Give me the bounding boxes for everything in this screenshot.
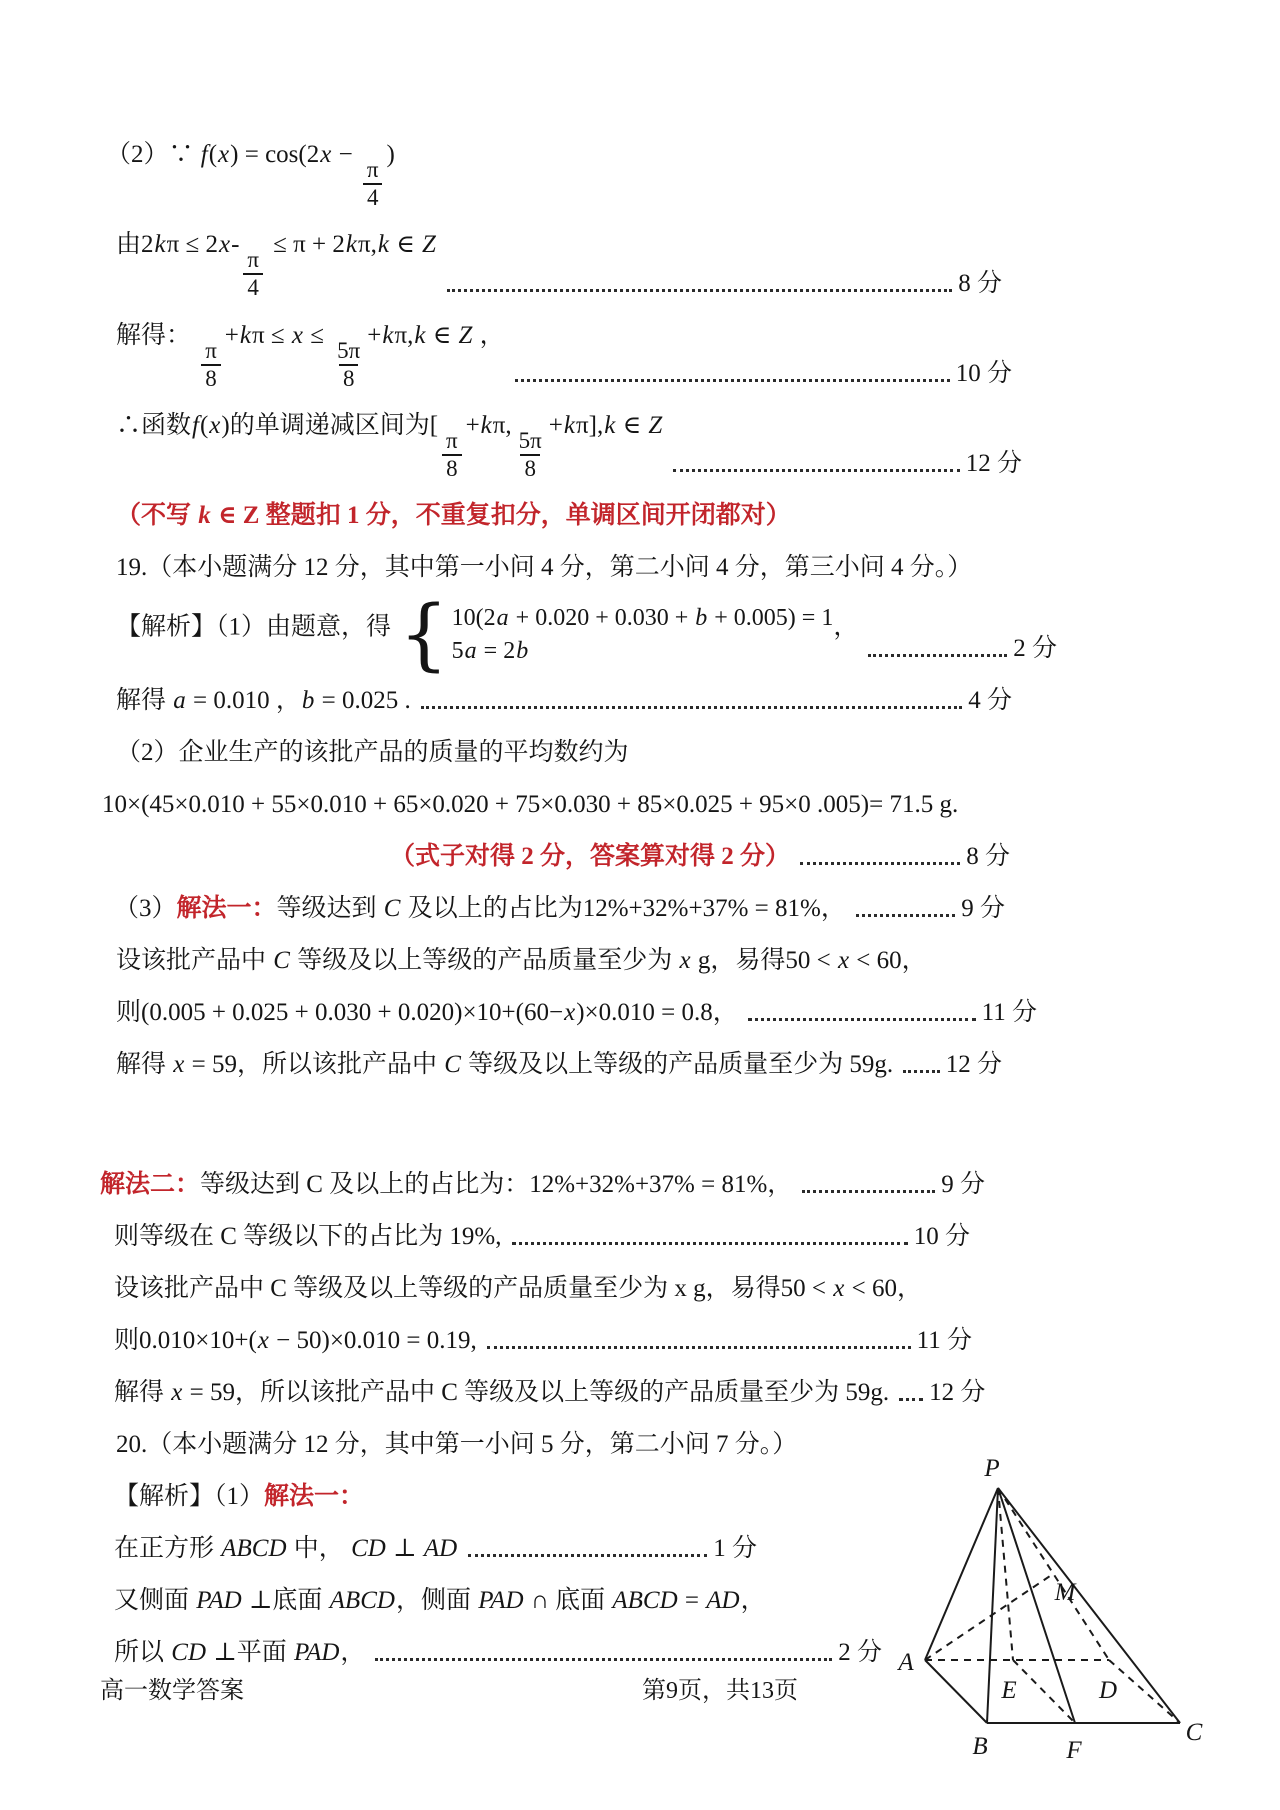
solution-text: f: [200, 141, 208, 168]
score-label: 9 分: [941, 1171, 985, 1199]
line-q19-assume-x: [116, 944, 1185, 978]
solution-text: ABCD: [221, 1535, 287, 1563]
solution-text: ，: [340, 1639, 366, 1667]
solution-text: 设该批产品中: [116, 947, 273, 975]
solution-text: Z: [648, 411, 663, 439]
line-q19-part3-method1: [114, 892, 1005, 926]
solution-text: 解得: [114, 1379, 171, 1407]
solution-text: a: [496, 605, 509, 632]
solution-text: )×0.010 = 0.8，: [576, 999, 738, 1027]
solution-text: x: [218, 141, 230, 168]
dotted-leader: [899, 1398, 923, 1401]
line-grading-note-red: [116, 499, 1185, 533]
solution-text: （3）: [114, 895, 177, 923]
line-content: [114, 1220, 502, 1254]
dotted-leader: [903, 1070, 940, 1073]
solution-text: k: [239, 321, 251, 349]
solution-text: 5: [451, 638, 464, 665]
solution-text: ，: [740, 1587, 766, 1615]
solution-text: = 59，所以该批产品中 C 等级及以上等级的产品质量至少为 59g.: [183, 1379, 890, 1407]
solution-text: ) = cos(2: [230, 141, 320, 168]
solution-text: ∴函数: [116, 411, 192, 439]
solution-text: ⊥: [386, 1535, 423, 1563]
line-q19-below-c: [114, 1220, 970, 1254]
edge-solid-PC: [998, 1488, 1180, 1723]
line-content: [114, 1636, 365, 1670]
line-content: [116, 502, 791, 529]
solution-text: k: [382, 321, 394, 349]
grading-note-text: （不写: [116, 502, 198, 530]
solution-text: C: [444, 1051, 461, 1079]
fraction: $\frac{5\pi}{8}$: [337, 337, 361, 391]
edge-solid-AB: [925, 1660, 987, 1723]
solution-text: (: [208, 141, 218, 168]
solution-text: a: [173, 687, 186, 715]
vertex-label-A: A: [898, 1649, 914, 1676]
score-label: 8 分: [958, 269, 1002, 297]
line-content: [106, 141, 395, 211]
solution-text: 所以: [114, 1639, 171, 1667]
vertex-label-P: P: [984, 1455, 1000, 1482]
score-label: 10 分: [955, 359, 1012, 387]
fraction: $\frac{\pi}{8}$: [442, 429, 462, 481]
dotted-leader: [515, 379, 950, 382]
solution-text: b: [695, 605, 708, 632]
solution-text: 设该批产品中 C 等级及以上等级的产品质量至少为 x g，易得50 <: [114, 1275, 833, 1303]
grading-note-text: k: [198, 502, 211, 530]
line-q19-grading-note: [390, 840, 1010, 874]
solution-text: k: [377, 231, 389, 259]
solution-text: = 0.025 .: [315, 687, 411, 715]
solution-text: 由2: [116, 231, 154, 259]
line-content: [116, 1431, 797, 1458]
line-content: [116, 409, 663, 481]
solution-text: ABCD: [612, 1587, 678, 1615]
solution-text: (: [199, 411, 209, 439]
solution-text: + 0.005) = 1: [708, 605, 834, 632]
dotted-leader: [856, 914, 955, 917]
dotted-leader: [800, 862, 960, 865]
score-label: 2 分: [1013, 635, 1057, 663]
line-content: [116, 996, 738, 1030]
vertex-label-M: M: [1054, 1579, 1076, 1606]
equation-system: [399, 589, 834, 680]
line-content: [116, 228, 437, 300]
solution-text: π,: [357, 231, 377, 259]
solution-text: 解得：: [116, 321, 198, 349]
solution-text: = 0.010 ，: [186, 687, 301, 715]
line-content: [114, 1376, 889, 1410]
solution-text: x: [209, 411, 221, 439]
vertex-label-B: B: [972, 1733, 988, 1760]
line-content: [100, 1168, 792, 1202]
solution-text: k: [563, 411, 575, 439]
dotted-leader: [673, 469, 960, 472]
solution-text: C: [273, 947, 290, 975]
solution-text: 【解析】（1）由题意，得: [116, 613, 392, 641]
line-q19-assume-x2: [114, 1272, 1185, 1306]
solution-text: b: [516, 638, 529, 665]
line-q19-method2: [100, 1168, 985, 1202]
solution-text: x: [833, 1275, 845, 1303]
dotted-leader: [487, 1346, 911, 1349]
footer-page-number: 第9页，共13页: [642, 1678, 798, 1704]
solution-text: CD: [171, 1639, 206, 1667]
solution-text: （2）∵: [106, 141, 200, 168]
line-q19-ab-values: [116, 684, 1012, 718]
solution-text: 则(0.005 + 0.025 + 0.030 + 0.020)×10+(60−: [116, 999, 564, 1027]
line-content: [114, 1587, 766, 1614]
dotted-leader: [468, 1554, 707, 1557]
score-label: 11 分: [916, 1327, 972, 1355]
solution-text: ∩ 底面: [524, 1587, 612, 1615]
solution-text: ⊥底面: [242, 1587, 329, 1615]
dotted-leader: [421, 706, 963, 709]
solution-text: 在正方形: [114, 1535, 221, 1563]
vertex-label-E: E: [1001, 1677, 1017, 1704]
solution-text: ⊥平面: [207, 1639, 294, 1667]
line-q19-equation1: [116, 996, 1037, 1030]
score-label: 12 分: [929, 1379, 986, 1407]
grading-note-text: 解法二：: [100, 1171, 201, 1199]
solution-text: k: [345, 231, 357, 259]
score-label: 2 分: [838, 1639, 882, 1667]
fraction: $\frac{\pi}{4}$: [363, 158, 383, 210]
solution-text: x: [257, 1327, 269, 1355]
solution-text: π ≤ 2: [166, 231, 218, 259]
line-content: [116, 554, 972, 581]
score-label: 1 分: [713, 1535, 757, 1563]
line-inequality-setup: [116, 228, 1002, 300]
fraction: $\frac{\pi}{8}$: [201, 339, 221, 391]
grading-note-text: ∈ Z 整题扣 1 分，不重复扣分，单调区间开闭都对）: [211, 502, 791, 530]
solution-text: g，易得50 <: [691, 947, 837, 975]
pyramid-figure: [878, 1446, 1268, 1786]
line-content: [102, 791, 958, 818]
solution-text: CD: [351, 1535, 386, 1563]
solution-text: a: [464, 638, 477, 665]
line-content: [116, 589, 859, 680]
solution-text: k: [604, 411, 616, 439]
solution-text: < 60，: [845, 1275, 922, 1303]
solution-text: 【解析】（1）: [114, 1483, 265, 1511]
line-content: [116, 947, 927, 974]
solution-text: x: [320, 141, 332, 168]
solution-text: -: [231, 231, 240, 259]
score-label: 4 分: [968, 687, 1012, 715]
solution-text: 解得: [116, 687, 173, 715]
grading-note-text: （式子对得 2 分，答案算对得 2 分）: [390, 843, 791, 871]
line-content: [116, 319, 505, 391]
solution-text: −: [332, 141, 359, 168]
line-q19-conclusion1: [116, 1048, 1002, 1082]
line-content: [390, 840, 790, 874]
solution-text: )的单调递减区间为[: [221, 411, 439, 439]
solution-text: 10(2: [451, 605, 496, 632]
solution-text: 等级及以上等级的产品质量至少为: [290, 947, 679, 975]
solution-text: k: [154, 231, 166, 259]
edge-solid-PA: [925, 1488, 998, 1660]
solution-text: ，: [833, 613, 859, 641]
line-inequality-solved: [116, 319, 1012, 391]
line-part2-function: [106, 138, 1185, 210]
line-q20-perpendicular: [114, 1636, 882, 1670]
line-content: [114, 1483, 364, 1510]
solution-text: 10×(45×0.010 + 55×0.010 + 65×0.020 + 75×0.030 + 85×0.025 + 95×0 .005)= 71.5 g.: [102, 791, 959, 819]
solution-text: ABCD: [329, 1587, 395, 1615]
solution-text: ∈: [426, 321, 458, 349]
system-equation-row: [452, 603, 834, 633]
curly-brace: {: [399, 589, 449, 680]
score-label: 11 分: [981, 999, 1037, 1027]
solution-text: +: [224, 321, 239, 349]
system-equation-row: [452, 636, 834, 666]
dotted-leader: [512, 1242, 908, 1245]
score-label: 8 分: [966, 843, 1010, 871]
line-content: [114, 1275, 922, 1302]
solution-text: = 2: [477, 638, 516, 665]
solution-text: 又侧面: [114, 1587, 196, 1615]
score-label: 9 分: [961, 895, 1005, 923]
solution-text: x: [679, 947, 691, 975]
solution-text: 中，: [287, 1535, 351, 1563]
solution-text: + 0.020 + 0.030 +: [509, 605, 695, 632]
fraction: $\frac{5\pi}{8}$: [518, 427, 542, 481]
line-q19-mean-calc: [102, 788, 1185, 822]
solution-text: =: [678, 1587, 706, 1615]
solution-text: ∈: [389, 231, 421, 259]
solution-text: （2）企业生产的该批产品的质量的平均数约为: [116, 739, 629, 767]
grading-note-text: 解法一：: [264, 1483, 365, 1511]
score-label: 10 分: [913, 1223, 970, 1251]
line-content: [116, 684, 411, 718]
vertex-label-D: D: [1098, 1677, 1118, 1704]
line-q19-equation2: [114, 1324, 972, 1358]
line-content: [114, 1324, 477, 1358]
solution-text: ，: [473, 321, 505, 349]
dotted-leader: [447, 289, 952, 292]
solution-text: x: [173, 1051, 185, 1079]
vertex-label-F: F: [1066, 1737, 1082, 1764]
solution-text: f: [192, 411, 199, 439]
vertex-label-C: C: [1185, 1719, 1203, 1746]
solution-text: 解得: [116, 1051, 173, 1079]
solution-text: C: [383, 895, 401, 923]
solution-text: 及以上的占比为12%+32%+37% = 81%，: [401, 895, 846, 923]
line-content: [116, 1048, 893, 1082]
solution-text: = 59，所以该批产品中: [185, 1051, 444, 1079]
solution-text: 则0.010×10+(: [114, 1327, 257, 1355]
line-content: [116, 739, 629, 766]
solution-text: k: [414, 321, 426, 349]
solution-text: − 50)×0.010 = 0.19,: [269, 1327, 477, 1355]
score-label: 12 分: [965, 450, 1022, 478]
edge-dashed-PD: [998, 1488, 1109, 1660]
solution-text: π,: [394, 321, 414, 349]
line-decreasing-interval: [116, 409, 1022, 481]
solution-text: 等级及以上等级的产品质量至少为 59g.: [461, 1051, 894, 1079]
solution-text: +: [465, 411, 480, 439]
solution-text: k: [480, 411, 492, 439]
solution-text: ，侧面: [395, 1587, 478, 1615]
line-q19-header: [116, 551, 1185, 585]
solution-text: +: [367, 321, 382, 349]
fraction: $\frac{\pi}{4}$: [243, 248, 263, 300]
solution-text: 等级达到 C 及以上的占比为：12%+32%+37% = 81%，: [200, 1171, 793, 1199]
solution-text: 20.（本小题满分 12 分，其中第一小问 5 分，第二小问 7 分。）: [116, 1431, 798, 1459]
solution-text: x: [218, 231, 231, 259]
solution-text: x: [564, 999, 576, 1027]
solution-text: PAD: [294, 1639, 340, 1667]
grading-note-text: 解法一：: [176, 895, 277, 923]
solution-text: ): [386, 141, 395, 168]
solution-text: π ≤: [251, 321, 291, 349]
solution-text: π],: [576, 411, 604, 439]
solution-text: 则等级在 C 等级以下的占比为 19%,: [114, 1223, 502, 1251]
solution-text: AD: [706, 1587, 740, 1615]
line-q19-conclusion2: [114, 1376, 986, 1410]
solution-text: x: [171, 1379, 183, 1407]
footer-doc-title: 高一数学答案: [100, 1678, 244, 1704]
solution-text: Z: [421, 231, 436, 259]
dotted-leader: [802, 1190, 935, 1193]
solution-text: PAD: [478, 1587, 524, 1615]
solution-text: ∈: [616, 411, 648, 439]
solution-text: PAD: [196, 1587, 242, 1615]
solution-text: 19.（本小题满分 12 分，其中第一小问 4 分，第二小问 4 分，第三小问 4 分。）: [116, 554, 973, 582]
line-content: [114, 892, 846, 926]
solution-text: ≤ π + 2: [266, 231, 345, 259]
dotted-leader: [375, 1658, 832, 1661]
dotted-leader: [748, 1018, 976, 1021]
solution-text: x: [837, 947, 850, 975]
solution-text: 等级达到: [276, 895, 383, 923]
line-q19-system: [116, 589, 1057, 680]
solution-text: π,: [492, 411, 512, 439]
solution-text: b: [301, 687, 315, 715]
solution-text: < 60，: [850, 947, 927, 975]
solution-text: AD: [423, 1535, 458, 1563]
solution-text: ≤: [303, 321, 331, 349]
line-content: [114, 1532, 458, 1566]
line-q19-part2-intro: [116, 736, 1185, 770]
score-label: 12 分: [945, 1051, 1002, 1079]
edge-dashed-DC: [1109, 1660, 1180, 1723]
solution-text: +: [548, 411, 563, 439]
edge-solid-PB: [987, 1488, 998, 1723]
line-q20-square: [114, 1532, 757, 1566]
solution-text: x: [291, 321, 303, 349]
solution-text: Z: [458, 321, 473, 349]
dotted-leader: [868, 654, 1007, 657]
